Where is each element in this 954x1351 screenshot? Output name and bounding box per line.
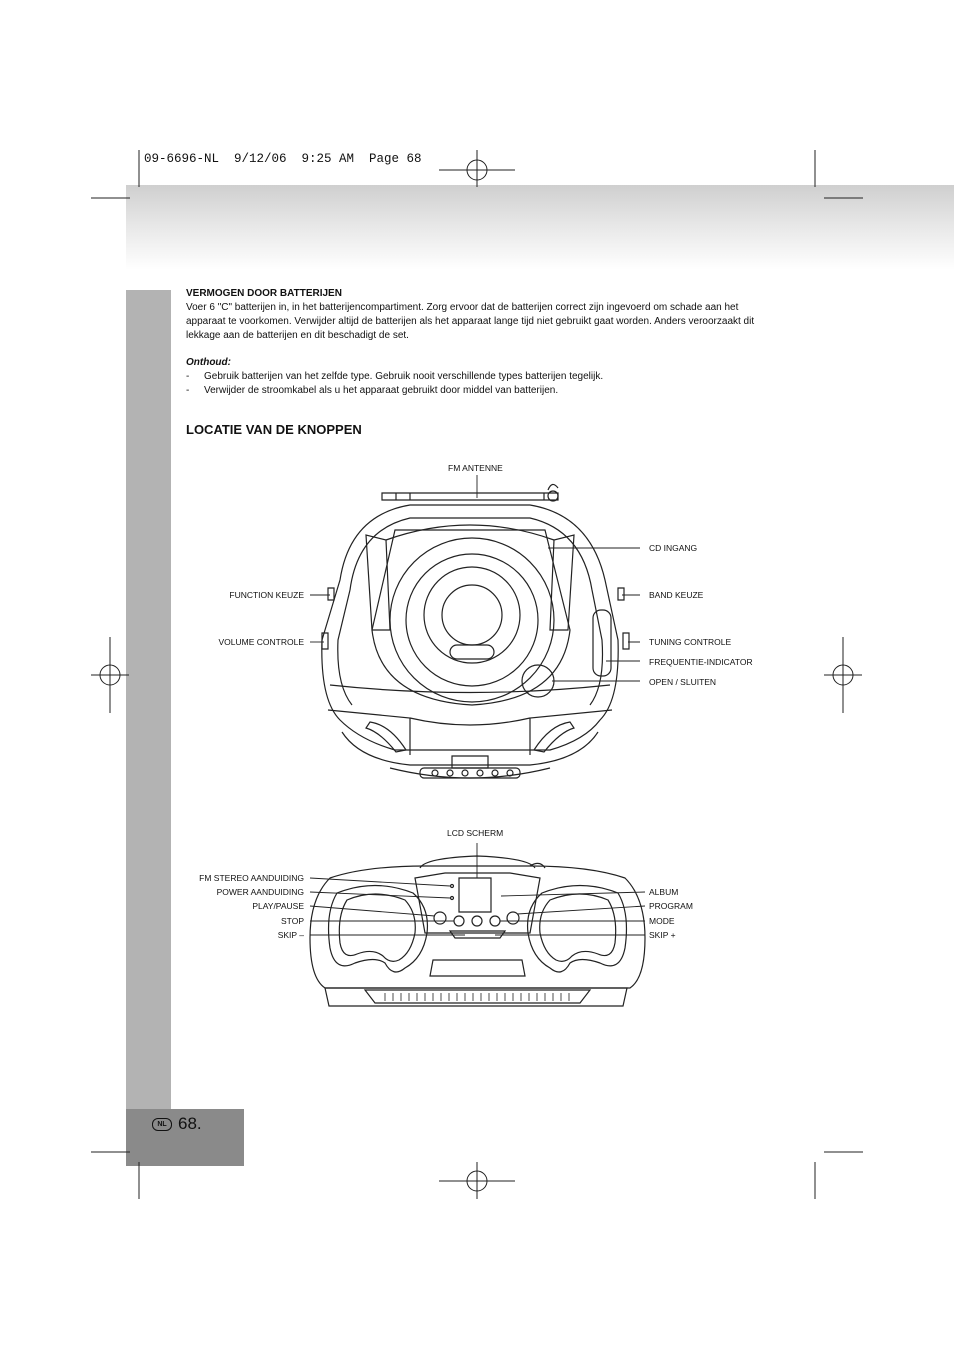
label-mode: MODE	[649, 916, 675, 926]
label-volume-controle: VOLUME CONTROLE	[218, 637, 304, 647]
label-function-keuze: FUNCTION KEUZE	[229, 590, 304, 600]
page-number	[152, 1114, 202, 1134]
label-skip-minus: SKIP –	[277, 930, 304, 940]
label-program: PROGRAM	[649, 901, 693, 911]
label-open-sluiten: OPEN / SLUITEN	[649, 677, 717, 687]
note-item: - Gebruik batterijen van het zelfde type. Gebruik nooit verschillende types batterijen tegelijk.	[186, 370, 776, 384]
battery-section	[186, 287, 776, 398]
label-power: POWER AANDUIDING	[216, 887, 304, 897]
label-album: ALBUM	[649, 887, 679, 897]
note-item: - Verwijder de stroomkabel als u het apparaat gebruikt door middel van batterijen.	[186, 384, 776, 398]
label-cd-ingang: CD INGANG	[649, 543, 698, 553]
antenna-rod	[382, 493, 558, 500]
label-skip-plus: SKIP +	[649, 930, 676, 940]
label-fm-stereo: FM STEREO AANDUIDING	[199, 873, 304, 883]
label-play-pause: PLAY/PAUSE	[252, 901, 304, 911]
battery-heading: VERMOGEN DOOR BATTERIJEN	[186, 288, 342, 299]
label-band-keuze: BAND KEUZE	[649, 590, 704, 600]
section-title: LOCATIE VAN DE KNOPPEN	[186, 422, 362, 437]
top-view-diagram	[300, 470, 640, 790]
label-stop: STOP	[281, 916, 304, 926]
label-tuning-controle: TUNING CONTROLE	[649, 637, 732, 647]
label-lcd-scherm: LCD SCHERM	[447, 828, 504, 838]
label-frequentie-indicator: FREQUENTIE-INDICATOR	[649, 657, 753, 667]
registration-mark-right	[824, 637, 862, 713]
print-slug: 09-6696-NL 9/12/06 9:25 AM Page 68	[144, 152, 422, 166]
battery-paragraph: Voer 6 "C" batterijen in, in het batterijencompartiment. Zorg ervoor dat de batterijen correct zijn ingevoerd om schade aan het apparaat te voorkomen. Verwijder altijd de batterijen als het apparaat lange tijd niet gebruikt gaat worden. Anders veroorzaakt dit lekkage aan de batterijen en dit beschadigt de set.	[186, 302, 755, 341]
front-view-diagram	[305, 838, 650, 1016]
registration-mark-left	[91, 637, 129, 713]
registration-mark-bottom	[439, 1162, 515, 1199]
lcd-screen-outline	[459, 878, 491, 912]
note-heading: Onthoud:	[186, 357, 231, 368]
page-number-text: 68.	[178, 1114, 202, 1133]
language-badge: NL	[152, 1118, 172, 1131]
registration-mark-top	[439, 150, 515, 187]
label-fm-antenne: FM ANTENNE	[448, 463, 503, 473]
